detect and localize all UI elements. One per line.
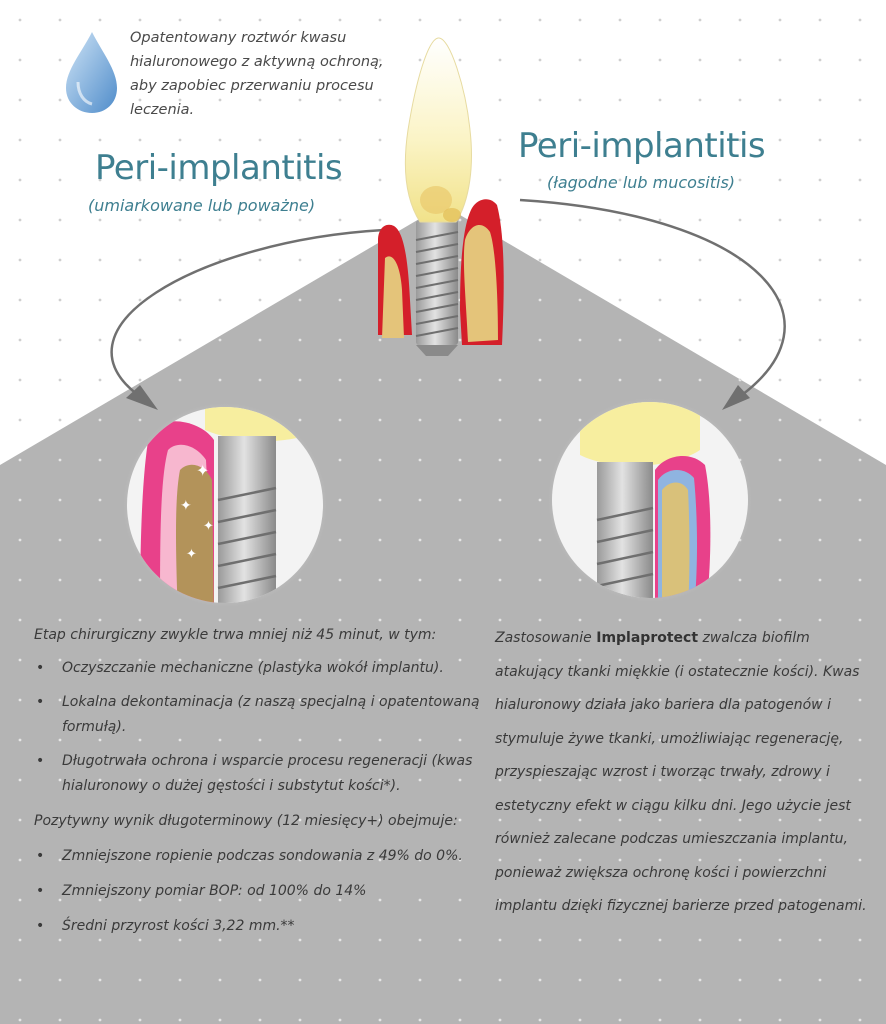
intro-text: Opatentowany roztwór kwasu hialuronowego z aktywną ochroną, aby zapobiec przerwaniu procesu leczenia. xyxy=(130,30,384,118)
right-text: zwalcza biofilm atakujący tkanki miękkie (i ostatecznie kości). Kwas hialuronowy działa jako bariera dla patogenów i stymuluje żywe tkanki, umożliwiając regenerację, przyspieszając wzrost i tworząc trwały, zdrowy i estetyczny efekt w ciągu kilku dni. Jego użycie jest również zalecane podczas umieszczania implantu, ponieważ zwiększa ochronę kości i powierzchni implantu dzięki fizycznej barierze przed patogenami. xyxy=(495,630,867,914)
left-column xyxy=(34,623,484,949)
list-item: • Lokalna dekontaminacja (z naszą specjalną i opatentowaną formułą). xyxy=(34,690,484,740)
list-item: • Zmniejszone ropienie podczas sondowania z 49% do 0%. xyxy=(34,844,484,869)
list-item: • Zmniejszony pomiar BOP: od 100% do 14% xyxy=(34,879,484,904)
right-subtitle: (łagodne lub mucositis) xyxy=(547,173,736,192)
list-item: • Średni przyrost kości 3,22 mm.** xyxy=(34,914,484,939)
left-title: Peri-implantitis xyxy=(95,148,343,188)
surgery-list xyxy=(34,656,484,799)
outcome-paragraph: Pozytywny wynik długoterminowy (12 miesięcy+) obejmuje: xyxy=(34,813,458,829)
sparkle-icon: ✦ xyxy=(196,461,210,480)
right-column xyxy=(495,622,870,924)
left-subtitle: (umiarkowane lub poważne) xyxy=(88,196,316,215)
right-title: Peri-implantitis xyxy=(518,126,766,166)
right-prefix: Zastosowanie xyxy=(495,630,597,646)
list-item: • Długotrwała ochrona i wsparcie procesu regeneracji (kwas hialuronowy o dużej gęstości i substytut kości*). xyxy=(34,749,484,799)
svg-text:✦: ✦ xyxy=(186,547,197,562)
list-item: • Oczyszczanie mechaniczne (plastyka wokół implantu). xyxy=(34,656,484,681)
surgery-paragraph: Etap chirurgiczny zwykle trwa mniej niż 45 minut, w tym: xyxy=(34,627,437,643)
svg-text:✦: ✦ xyxy=(180,498,192,514)
brand-name: Implaprotect xyxy=(596,630,699,646)
outcome-list xyxy=(34,844,484,939)
svg-text:✦: ✦ xyxy=(203,519,214,534)
